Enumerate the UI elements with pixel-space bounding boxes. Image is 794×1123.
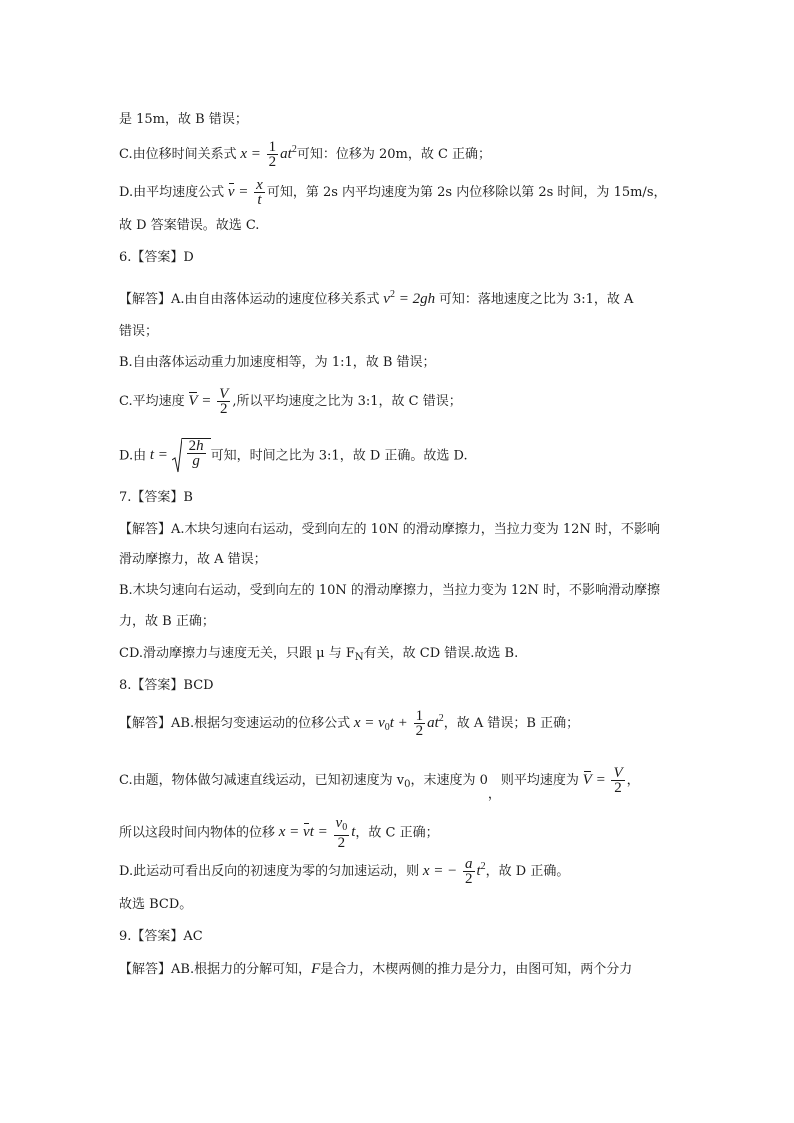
formula-mean-velocity: V = $\frac{V}{2}$ — [188, 386, 229, 417]
text-line: 错误； — [119, 324, 159, 339]
text-line: C.由题，物体做匀减速直线运动，已知初速度为 $v_0$，末速度为 0，则平均速度为 V = $\frac{V}{2}$ ， — [119, 765, 640, 802]
formula-fall-time: t = $\frac{2h}{g}$ — [146, 447, 211, 463]
text-line: 【解答】AB.根据力的分解可知，F是合力，木楔两侧的推力是分力，由图可知，两个分力 — [119, 961, 633, 977]
answer-8: 8.【答案】BCD — [119, 678, 214, 693]
text-line: D.由 t = $\frac{2h}{g}$ 可知，时间之比为 3:1，故 D 正确。故选 D. — [119, 438, 468, 474]
text-line: 力，故 B 正确； — [119, 614, 215, 629]
text-line: B.自由落体运动重力加速度相等，为 1:1，故 B 错误； — [119, 355, 436, 370]
text-line: C.平均速度 V = $\frac{V}{2}$ ,所以平均速度之比为 3:1，故 C 错误； — [119, 386, 462, 417]
text-line: 【解答】A.由自由落体运动的速度位移关系式 $v^2 = 2gh$ 可知：落地速度之比为 3:1，故 A — [119, 289, 634, 307]
text-line: D.由平均速度公式 v = $\frac{x}{t}$ 可知，第 2s 内平均速度为第 2s 内位移除以第 2s 时间，为 15m/s， — [119, 177, 667, 208]
formula-reverse-motion: x = − $\frac{a}{2}$ $t^2$ — [419, 856, 486, 888]
text-line: D.此运动可看出反向的初速度为零的匀加速运动，则 x = − $\frac{a}{2}$ $t^2$，故 D 正确。 — [119, 856, 570, 888]
text-line: 所以这段时间内物体的位移 x = vt = $\frac{v_0}{2}$ t，故 C 正确； — [119, 815, 439, 851]
answer-6: 6.【答案】D — [119, 250, 194, 265]
text-line: 滑动摩擦力，故 A 错误； — [119, 552, 267, 567]
formula-displacement: x = $\frac{1}{2}$ $at^2$ — [236, 139, 297, 171]
formula-mean-velocity-2: V = $\frac{V}{2}$ — [582, 765, 623, 796]
answer-9: 9.【答案】AC — [119, 929, 203, 944]
text-line: C.由位移时间关系式 x = $\frac{1}{2}$ $at^2$可知：位移为 20m，故 C 正确； — [119, 139, 492, 171]
formula-average-velocity: v = $\frac{x}{t}$ — [227, 177, 263, 208]
text-line: 【解答】AB.根据匀变速运动的位移公式 $x = v_0t$ + $\frac{1}{2}$ $at^2$，故 A 错误；B 正确； — [119, 708, 580, 740]
text-line: 故 D 答案错误。故选 C. — [119, 218, 260, 233]
text-line: 是 15m，故 B 错误； — [119, 112, 248, 127]
text-line: 故选 BCD。 — [119, 897, 193, 912]
formula-velocity-displacement: $v^2 = 2gh$ — [379, 289, 439, 307]
text-line: 【解答】A.木块匀速向右运动，受到向左的 10N 的滑动摩擦力，当拉力变为 12N 时，不影响 — [119, 522, 660, 537]
answer-7: 7.【答案】B — [119, 490, 193, 505]
text-line: B.木块匀速向右运动，受到向左的 10N 的滑动摩擦力，当拉力变为 12N 时，不影响滑动摩擦 — [119, 583, 661, 598]
text-line: CD.滑动摩擦力与速度无关，只跟 μ 与 $F_N$有关，故 CD 错误.故选 B. — [119, 646, 519, 663]
formula-uniform-accel: $x = v_0t$ + $\frac{1}{2}$ $at^2$ — [350, 708, 444, 740]
formula-displacement-mean: x = vt = $\frac{v_0}{2}$ t — [275, 815, 356, 851]
